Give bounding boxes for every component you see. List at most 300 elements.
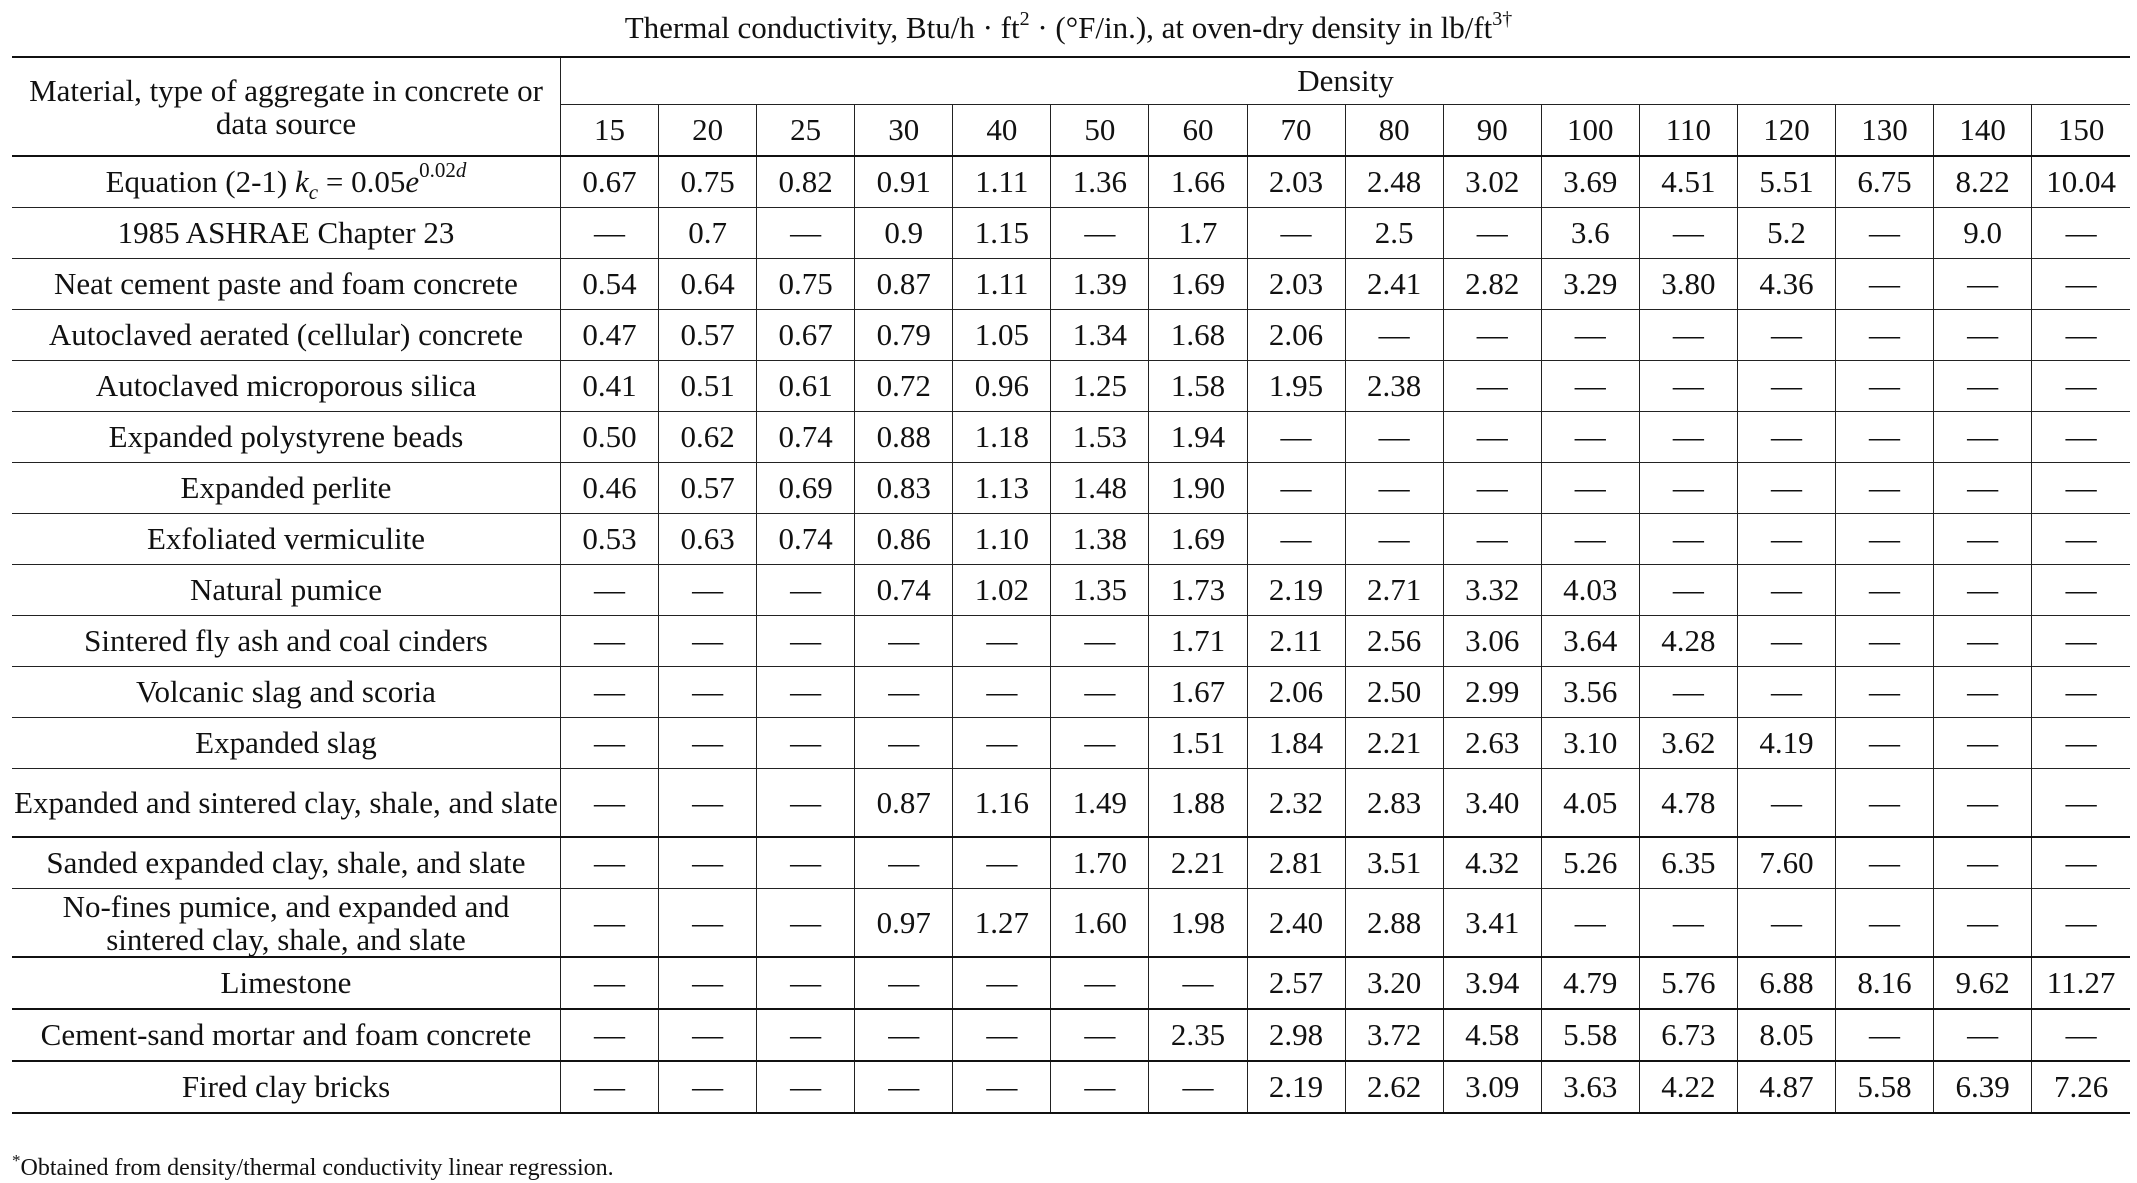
table-row [12,259,2130,310]
row-label: Expanded and sintered clay, shale, and slate [12,769,560,838]
cell-density-30: 0.9 [855,208,953,259]
cell-density-90: 3.06 [1443,616,1541,667]
cell-density-90: — [1443,361,1541,412]
cell-density-90: — [1443,310,1541,361]
cell-density-150: — [2032,718,2130,769]
header-density-group: Density [560,57,2130,105]
cell-density-90: 2.82 [1443,259,1541,310]
cell-density-80: — [1345,310,1443,361]
cell-density-100: 3.10 [1541,718,1639,769]
table-row [12,1009,2130,1061]
header-density-25: 25 [757,105,855,157]
cell-density-25: 0.74 [757,412,855,463]
cell-density-90: 3.94 [1443,957,1541,1009]
cell-density-40: 1.11 [953,156,1051,208]
cell-density-40: — [953,957,1051,1009]
cell-density-30: — [855,957,953,1009]
cell-density-30: — [855,1061,953,1113]
cell-density-30: 0.97 [855,889,953,958]
eq-k-sub: c [308,180,319,205]
cell-density-150: — [2032,565,2130,616]
cell-density-80: 2.21 [1345,718,1443,769]
row-label: No-fines pumice, and expanded and sintered clay, shale, and slate [12,889,560,958]
cell-density-50: 1.36 [1051,156,1149,208]
footnote-text: Obtained from density/thermal conductivity linear regression. [20,1155,614,1181]
cell-density-140: — [1934,616,2032,667]
cell-density-20: — [659,769,757,838]
cell-density-25: — [757,667,855,718]
cell-density-70: 2.98 [1247,1009,1345,1061]
cell-density-40: — [953,616,1051,667]
cell-density-80: 2.48 [1345,156,1443,208]
cell-density-60: 1.51 [1149,718,1247,769]
cell-density-70: 1.95 [1247,361,1345,412]
cell-density-120: — [1737,889,1835,958]
cell-density-50: 1.35 [1051,565,1149,616]
cell-density-60: 2.35 [1149,1009,1247,1061]
cell-density-15: — [560,718,658,769]
cell-density-30: 0.86 [855,514,953,565]
cell-density-50: — [1051,1009,1149,1061]
cell-density-80: 3.72 [1345,1009,1443,1061]
cell-density-40: 1.16 [953,769,1051,838]
cell-density-30: — [855,837,953,889]
cell-density-150: — [2032,259,2130,310]
table-row [12,156,2130,208]
cell-density-100: 3.29 [1541,259,1639,310]
cell-density-110: 3.80 [1639,259,1737,310]
cell-density-150: 7.26 [2032,1061,2130,1113]
header-row-group [12,57,2130,105]
cell-density-60: — [1149,957,1247,1009]
cell-density-30: — [855,718,953,769]
cell-density-20: — [659,616,757,667]
row-label: Expanded slag [12,718,560,769]
cell-density-140: — [1934,463,2032,514]
cell-density-140: 9.0 [1934,208,2032,259]
cell-density-15: 0.54 [560,259,658,310]
cell-density-100: — [1541,361,1639,412]
table-row [12,514,2130,565]
cell-density-80: — [1345,412,1443,463]
footnote [12,1146,614,1183]
cell-density-110: 4.51 [1639,156,1737,208]
cell-density-20: 0.57 [659,310,757,361]
cell-density-50: 1.53 [1051,412,1149,463]
cell-density-130: — [1835,361,1933,412]
cell-density-110: — [1639,667,1737,718]
cell-density-50: — [1051,208,1149,259]
cell-density-50: — [1051,667,1149,718]
cell-density-110: — [1639,889,1737,958]
cell-density-60: — [1149,1061,1247,1113]
cell-density-130: 8.16 [1835,957,1933,1009]
cell-density-130: 5.58 [1835,1061,1933,1113]
cell-density-60: 1.66 [1149,156,1247,208]
cell-density-120: — [1737,361,1835,412]
cell-density-40: 1.13 [953,463,1051,514]
cell-density-110: — [1639,310,1737,361]
cell-density-130: 6.75 [1835,156,1933,208]
cell-density-130: — [1835,565,1933,616]
cell-density-100: 3.63 [1541,1061,1639,1113]
cell-density-80: 2.41 [1345,259,1443,310]
cell-density-40: 1.18 [953,412,1051,463]
cell-density-50: 1.48 [1051,463,1149,514]
cell-density-100: — [1541,310,1639,361]
cell-density-70: 2.57 [1247,957,1345,1009]
cell-density-15: 0.46 [560,463,658,514]
cell-density-70: — [1247,208,1345,259]
cell-density-15: — [560,889,658,958]
cell-density-90: 3.09 [1443,1061,1541,1113]
header-density-30: 30 [855,105,953,157]
cell-density-80: 2.5 [1345,208,1443,259]
cell-density-150: — [2032,310,2130,361]
cell-density-20: — [659,957,757,1009]
cell-density-50: — [1051,616,1149,667]
cell-density-110: 4.22 [1639,1061,1737,1113]
cell-density-30: 0.79 [855,310,953,361]
cell-density-40: — [953,718,1051,769]
cell-density-110: 6.35 [1639,837,1737,889]
cell-density-140: — [1934,667,2032,718]
table-row [12,412,2130,463]
cell-density-15: — [560,837,658,889]
cell-density-40: — [953,667,1051,718]
cell-density-120: 4.36 [1737,259,1835,310]
cell-density-130: — [1835,667,1933,718]
cell-density-110: — [1639,412,1737,463]
cell-density-110: — [1639,361,1737,412]
header-density-130: 130 [1835,105,1933,157]
cell-density-120: — [1737,310,1835,361]
cell-density-60: 1.68 [1149,310,1247,361]
cell-density-15: 0.53 [560,514,658,565]
header-density-50: 50 [1051,105,1149,157]
row-label: Sintered fly ash and coal cinders [12,616,560,667]
cell-density-110: 6.73 [1639,1009,1737,1061]
cell-density-20: — [659,837,757,889]
table-row [12,361,2130,412]
cell-density-120: 7.60 [1737,837,1835,889]
cell-density-110: — [1639,565,1737,616]
cell-density-100: 5.26 [1541,837,1639,889]
caption-sup-b: 3† [1492,7,1513,30]
cell-density-50: 1.49 [1051,769,1149,838]
cell-density-50: 1.60 [1051,889,1149,958]
cell-density-15: — [560,1061,658,1113]
cell-density-130: — [1835,259,1933,310]
cell-density-20: 0.51 [659,361,757,412]
cell-density-25: 0.69 [757,463,855,514]
cell-density-30: 0.74 [855,565,953,616]
header-density-20: 20 [659,105,757,157]
cell-density-100: 3.56 [1541,667,1639,718]
header-density-70: 70 [1247,105,1345,157]
cell-density-140: — [1934,412,2032,463]
cell-density-70: — [1247,463,1345,514]
cell-density-150: — [2032,412,2130,463]
cell-density-15: — [560,616,658,667]
cell-density-20: 0.57 [659,463,757,514]
cell-density-150: 10.04 [2032,156,2130,208]
header-density-40: 40 [953,105,1051,157]
cell-density-120: — [1737,769,1835,838]
cell-density-30: 0.72 [855,361,953,412]
cell-density-15: — [560,565,658,616]
caption-sup-a: 2 [1019,7,1030,30]
cell-density-100: 4.79 [1541,957,1639,1009]
cell-density-40: 1.05 [953,310,1051,361]
table-row [12,837,2130,889]
cell-density-60: 1.69 [1149,514,1247,565]
caption-text-b: · (°F/in.), at oven-dry density in lb/ft [1029,10,1493,45]
cell-density-100: — [1541,463,1639,514]
table-row [12,1061,2130,1113]
cell-density-60: 1.71 [1149,616,1247,667]
cell-density-80: — [1345,463,1443,514]
cell-density-140: — [1934,259,2032,310]
cell-density-70: 2.03 [1247,259,1345,310]
cell-density-25: — [757,889,855,958]
cell-density-150: — [2032,208,2130,259]
cell-density-70: 2.06 [1247,310,1345,361]
cell-density-90: — [1443,514,1541,565]
table-row [12,769,2130,838]
eq-e: e [405,164,420,199]
cell-density-90: 3.41 [1443,889,1541,958]
cell-density-70: 2.19 [1247,565,1345,616]
cell-density-15: — [560,208,658,259]
cell-density-15: — [560,1009,658,1061]
cell-density-80: 2.56 [1345,616,1443,667]
cell-density-140: — [1934,1009,2032,1061]
cell-density-130: — [1835,1009,1933,1061]
cell-density-90: 2.99 [1443,667,1541,718]
cell-density-120: — [1737,412,1835,463]
cell-density-150: 11.27 [2032,957,2130,1009]
cell-density-80: 2.50 [1345,667,1443,718]
cell-density-25: — [757,1061,855,1113]
cell-density-60: 1.90 [1149,463,1247,514]
cell-density-20: 0.64 [659,259,757,310]
cell-density-70: — [1247,412,1345,463]
cell-density-150: — [2032,837,2130,889]
cell-density-140: 6.39 [1934,1061,2032,1113]
cell-density-40: — [953,1061,1051,1113]
table-caption [0,6,2137,50]
row-label: 1985 ASHRAE Chapter 23 [12,208,560,259]
cell-density-110: 5.76 [1639,957,1737,1009]
table-row [12,667,2130,718]
cell-density-70: 2.32 [1247,769,1345,838]
cell-density-130: — [1835,514,1933,565]
cell-density-15: — [560,957,658,1009]
cell-density-70: 1.84 [1247,718,1345,769]
header-first-col: Material, type of aggregate in concrete or data source [12,57,560,156]
cell-density-25: — [757,769,855,838]
row-label: Neat cement paste and foam concrete [12,259,560,310]
cell-density-100: 3.69 [1541,156,1639,208]
cell-density-20: 0.62 [659,412,757,463]
cell-density-90: 4.32 [1443,837,1541,889]
cell-density-100: — [1541,514,1639,565]
header-density-150: 150 [2032,105,2130,157]
cell-density-30: 0.91 [855,156,953,208]
cell-density-25: 0.75 [757,259,855,310]
cell-density-40: 1.11 [953,259,1051,310]
cell-density-15: 0.50 [560,412,658,463]
cell-density-150: — [2032,889,2130,958]
cell-density-40: 1.10 [953,514,1051,565]
cell-density-140: — [1934,769,2032,838]
cell-density-110: — [1639,463,1737,514]
cell-density-140: — [1934,889,2032,958]
cell-density-40: 1.02 [953,565,1051,616]
cell-density-130: — [1835,310,1933,361]
cell-density-60: 1.58 [1149,361,1247,412]
header-density-110: 110 [1639,105,1737,157]
table-row [12,616,2130,667]
eq-exp [419,158,466,182]
cell-density-100: 4.05 [1541,769,1639,838]
cell-density-50: 1.34 [1051,310,1149,361]
cell-density-140: — [1934,837,2032,889]
cell-density-120: 4.87 [1737,1061,1835,1113]
cell-density-40: — [953,1009,1051,1061]
cell-density-150: — [2032,769,2130,838]
row-label: Volcanic slag and scoria [12,667,560,718]
cell-density-110: 3.62 [1639,718,1737,769]
cell-density-110: 4.28 [1639,616,1737,667]
cell-density-30: 0.87 [855,769,953,838]
table-row [12,957,2130,1009]
cell-density-25: — [757,208,855,259]
cell-density-70: 2.40 [1247,889,1345,958]
table-row [12,208,2130,259]
cell-density-150: — [2032,514,2130,565]
cell-density-30: — [855,616,953,667]
cell-density-80: 3.20 [1345,957,1443,1009]
cell-density-50: 1.38 [1051,514,1149,565]
cell-density-25: — [757,718,855,769]
cell-density-80: 2.83 [1345,769,1443,838]
cell-density-60: 1.7 [1149,208,1247,259]
cell-density-70: 2.81 [1247,837,1345,889]
cell-density-150: — [2032,616,2130,667]
cell-density-140: — [1934,565,2032,616]
cell-density-60: 1.73 [1149,565,1247,616]
cell-density-130: — [1835,837,1933,889]
cell-density-120: — [1737,514,1835,565]
cell-density-110: — [1639,208,1737,259]
cell-density-120: — [1737,667,1835,718]
cell-density-20: 0.75 [659,156,757,208]
eq-middle: = 0.05 [318,164,406,199]
cell-density-70: 2.11 [1247,616,1345,667]
cell-density-60: 1.98 [1149,889,1247,958]
table-row [12,889,2130,958]
cell-density-50: — [1051,1061,1149,1113]
cell-density-90: 2.63 [1443,718,1541,769]
cell-density-60: 1.67 [1149,667,1247,718]
cell-density-130: — [1835,208,1933,259]
cell-density-90: 4.58 [1443,1009,1541,1061]
row-label: Exfoliated vermiculite [12,514,560,565]
cell-density-90: 3.02 [1443,156,1541,208]
cell-density-130: — [1835,769,1933,838]
cell-density-40: 0.96 [953,361,1051,412]
cell-density-50: 1.39 [1051,259,1149,310]
cell-density-60: 2.21 [1149,837,1247,889]
cell-density-25: 0.67 [757,310,855,361]
cell-density-70: 2.06 [1247,667,1345,718]
cell-density-30: 0.88 [855,412,953,463]
cell-density-150: — [2032,361,2130,412]
cell-density-100: — [1541,889,1639,958]
cell-density-20: — [659,565,757,616]
footnote-marker: * [12,1151,21,1170]
row-label: Autoclaved aerated (cellular) concrete [12,310,560,361]
cell-density-130: — [1835,616,1933,667]
row-label: Expanded perlite [12,463,560,514]
cell-density-70: 2.03 [1247,156,1345,208]
cell-density-60: 1.94 [1149,412,1247,463]
cell-density-140: 8.22 [1934,156,2032,208]
cell-density-15: 0.67 [560,156,658,208]
cell-density-20: — [659,889,757,958]
cell-density-30: — [855,667,953,718]
row-label: Sanded expanded clay, shale, and slate [12,837,560,889]
cell-density-110: — [1639,514,1737,565]
cell-density-50: 1.25 [1051,361,1149,412]
cell-density-25: — [757,957,855,1009]
cell-density-90: — [1443,208,1541,259]
cell-density-25: — [757,837,855,889]
cell-density-90: 3.40 [1443,769,1541,838]
cell-density-120: — [1737,565,1835,616]
cell-density-15: — [560,769,658,838]
header-density-15: 15 [560,105,658,157]
cell-density-25: 0.74 [757,514,855,565]
cell-density-80: — [1345,514,1443,565]
cell-density-80: 2.62 [1345,1061,1443,1113]
eq-exp-var: d [455,157,467,182]
cell-density-90: — [1443,412,1541,463]
cell-density-25: 0.82 [757,156,855,208]
cell-density-20: — [659,667,757,718]
cell-density-130: — [1835,463,1933,514]
cell-density-120: — [1737,463,1835,514]
cell-density-120: 6.88 [1737,957,1835,1009]
cell-density-150: — [2032,463,2130,514]
cell-density-100: 3.64 [1541,616,1639,667]
cell-density-60: 1.69 [1149,259,1247,310]
cell-density-15: 0.47 [560,310,658,361]
header-density-100: 100 [1541,105,1639,157]
cell-density-25: — [757,1009,855,1061]
cell-density-50: 1.70 [1051,837,1149,889]
cell-density-80: 2.71 [1345,565,1443,616]
row-label-equation [12,156,560,208]
eq-prefix: Equation (2-1) [105,164,295,199]
thermal-conductivity-table [12,56,2130,1114]
cell-density-150: — [2032,667,2130,718]
cell-density-15: — [560,667,658,718]
cell-density-100: 5.58 [1541,1009,1639,1061]
cell-density-70: — [1247,514,1345,565]
